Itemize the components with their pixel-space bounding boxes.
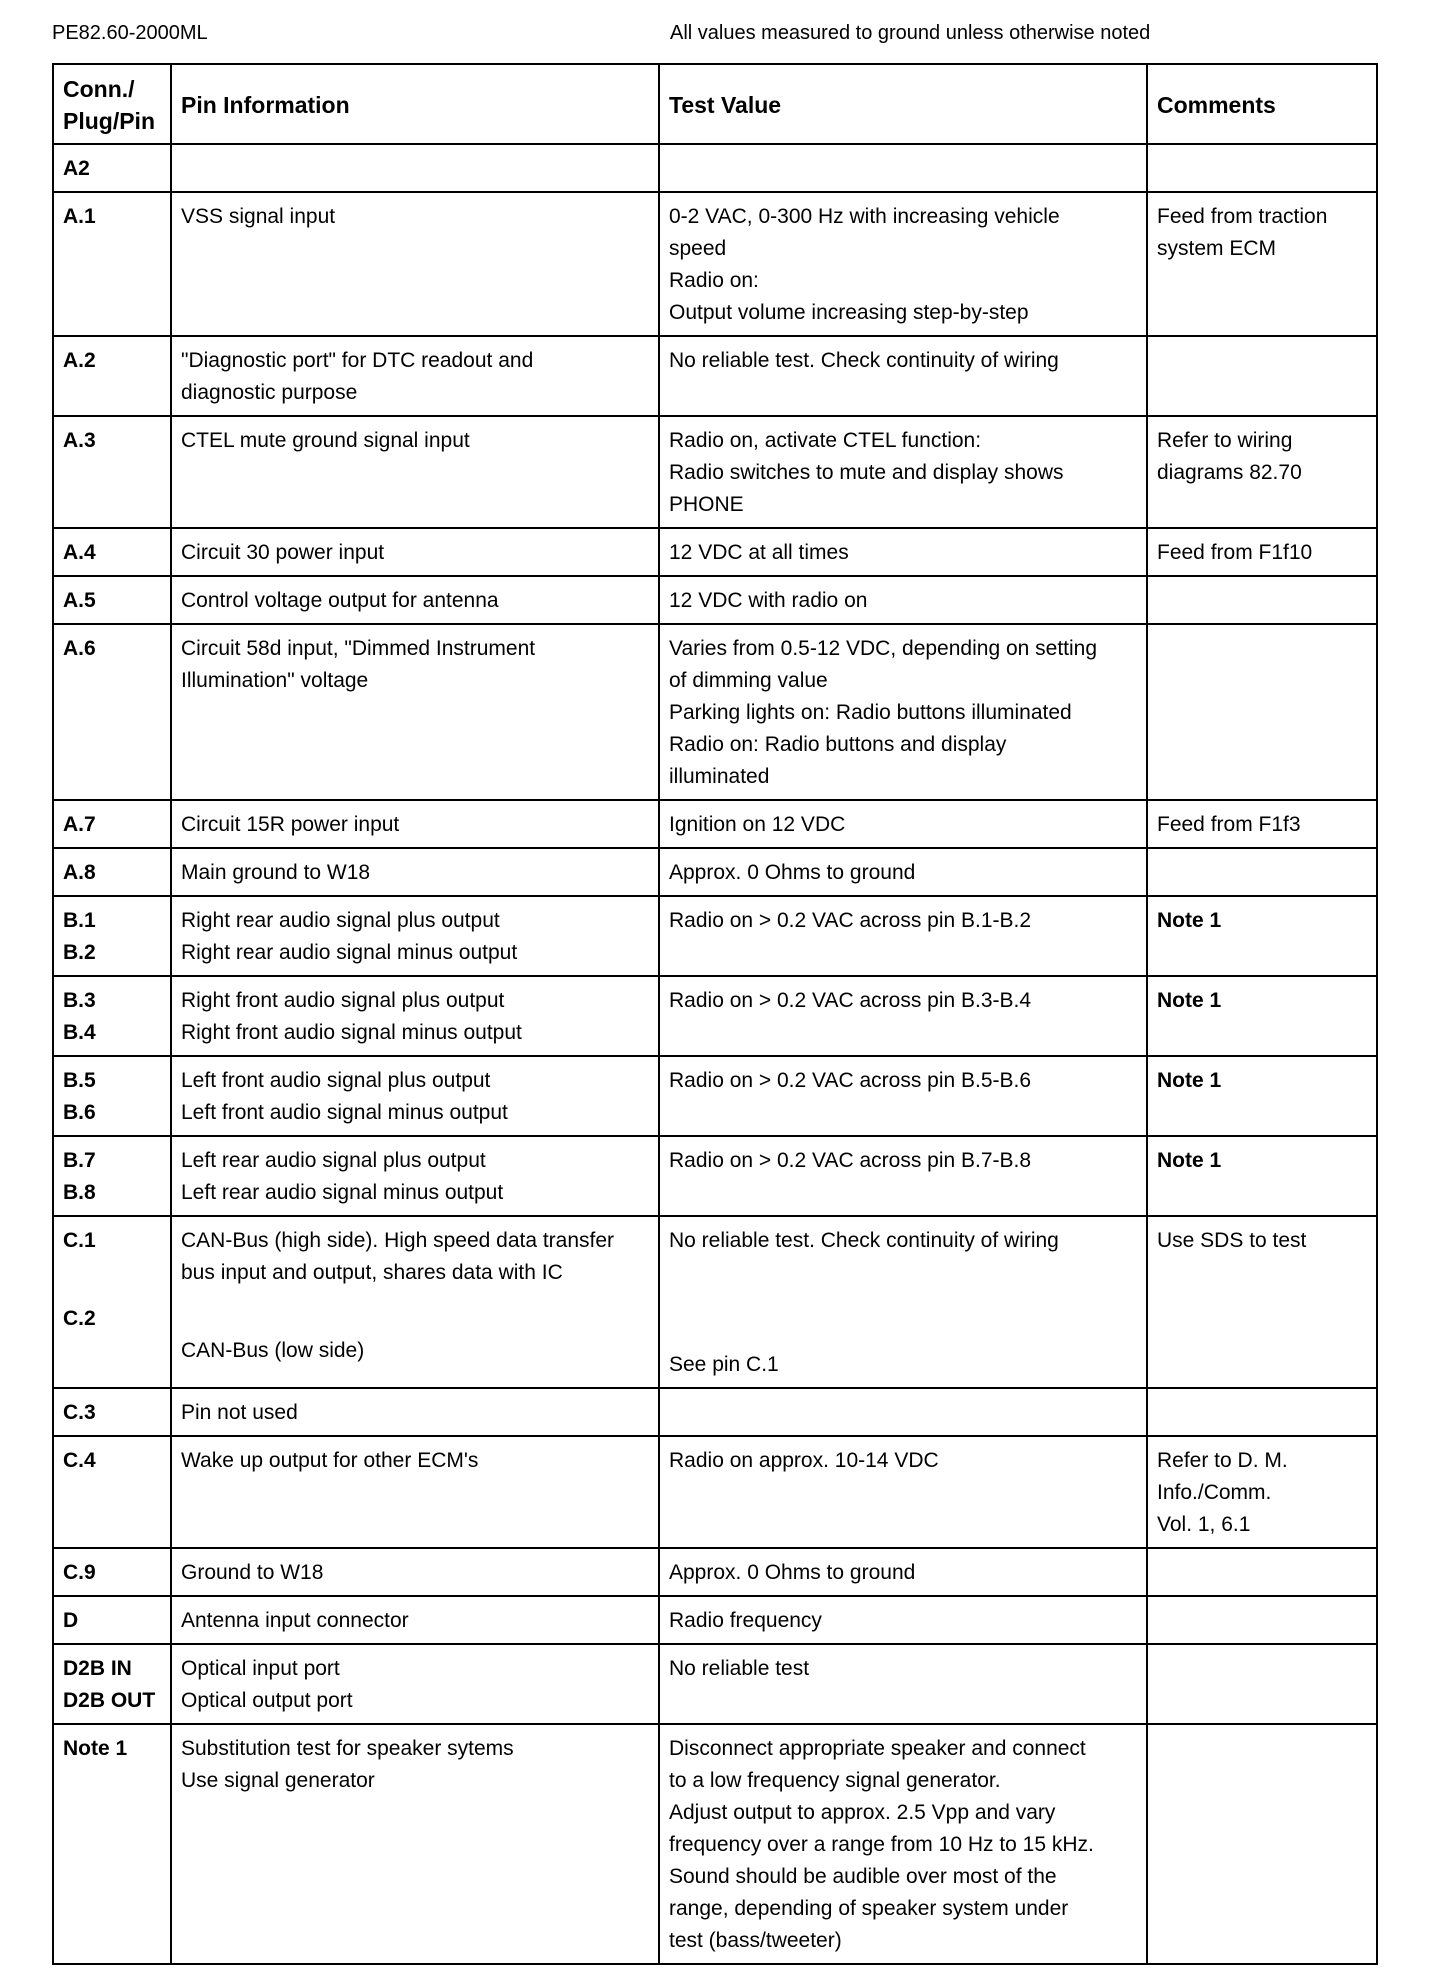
test-line: Approx. 0 Ohms to ground (669, 1561, 916, 1584)
test-cell (659, 144, 1147, 192)
pin-line: Circuit 58d input, "Dimmed Instrument (181, 637, 536, 660)
comments-cell (1147, 848, 1377, 896)
conn-line: B.2 (63, 941, 96, 964)
pin-line: Pin not used (181, 1401, 298, 1424)
test-line: Parking lights on: Radio buttons illuminated (669, 701, 1072, 724)
test-cell (659, 192, 1147, 336)
pin-line: Use signal generator (181, 1769, 375, 1792)
pin-cell (171, 192, 659, 336)
test-line: PHONE (669, 493, 744, 516)
table-body (53, 144, 1377, 1964)
conn-cell (53, 800, 171, 848)
pin-line: Circuit 30 power input (181, 541, 385, 564)
pin-line: Right rear audio signal minus output (181, 941, 518, 964)
comments-line: system ECM (1157, 237, 1277, 260)
table-row (53, 1388, 1377, 1436)
test-line: No reliable test (669, 1657, 810, 1680)
comments-line: Note 1 (1157, 989, 1222, 1012)
test-cell (659, 848, 1147, 896)
test-line: No reliable test. Check continuity of wiring (669, 349, 1059, 372)
conn-cell (53, 624, 171, 800)
conn-cell (53, 1056, 171, 1136)
conn-line: B.3 (63, 989, 96, 1012)
pin-cell (171, 1724, 659, 1964)
table-row (53, 976, 1377, 1056)
table-row (53, 416, 1377, 528)
pin-line (181, 1289, 649, 1335)
conn-line: A.6 (63, 637, 96, 660)
pin-cell (171, 1644, 659, 1724)
test-cell (659, 336, 1147, 416)
conn-cell (53, 1548, 171, 1596)
test-line: Varies from 0.5-12 VDC, depending on setting (669, 637, 1098, 660)
conn-cell (53, 1136, 171, 1216)
test-line: Radio on > 0.2 VAC across pin B.3-B.4 (669, 989, 1032, 1012)
comments-cell (1147, 1216, 1377, 1388)
conn-line: A.1 (63, 205, 96, 228)
table-row (53, 1724, 1377, 1964)
test-line: Radio on > 0.2 VAC across pin B.1-B.2 (669, 909, 1032, 932)
pin-line: CAN-Bus (low side) (181, 1339, 365, 1362)
test-line: Radio frequency (669, 1609, 822, 1632)
conn-line: C.2 (63, 1307, 96, 1330)
test-cell (659, 896, 1147, 976)
pin-cell (171, 800, 659, 848)
comments-line: Vol. 1, 6.1 (1157, 1513, 1251, 1536)
conn-line: A.8 (63, 861, 96, 884)
conn-line: Note 1 (63, 1737, 128, 1760)
pin-line: Right front audio signal minus output (181, 1021, 522, 1044)
conn-cell (53, 1596, 171, 1644)
table-row (53, 1136, 1377, 1216)
comments-cell (1147, 976, 1377, 1056)
conn-line: A.2 (63, 349, 96, 372)
conn-cell (53, 1388, 171, 1436)
conn-cell (53, 416, 171, 528)
pin-line: Circuit 15R power input (181, 813, 400, 836)
test-cell (659, 1548, 1147, 1596)
table-row (53, 144, 1377, 192)
comments-cell (1147, 1596, 1377, 1644)
conn-line: C.9 (63, 1561, 96, 1584)
pin-line: Left front audio signal minus output (181, 1101, 508, 1124)
conn-cell (53, 528, 171, 576)
test-line: Adjust output to approx. 2.5 Vpp and vary (669, 1801, 1056, 1824)
comments-cell (1147, 416, 1377, 528)
comments-cell (1147, 1548, 1377, 1596)
table-row (53, 1436, 1377, 1548)
conn-cell (53, 1724, 171, 1964)
comments-cell (1147, 1388, 1377, 1436)
col-header-conn-line: Plug/Pin (63, 108, 155, 134)
pin-line: diagnostic purpose (181, 381, 358, 404)
pin-cell (171, 624, 659, 800)
table-header-row (53, 64, 1377, 144)
comments-cell (1147, 1644, 1377, 1724)
conn-line: B.8 (63, 1181, 96, 1204)
test-cell (659, 416, 1147, 528)
conn-line: A.3 (63, 429, 96, 452)
table-row (53, 1548, 1377, 1596)
pin-line: Optical input port (181, 1657, 340, 1680)
document-id: PE82.60-2000ML (52, 22, 208, 44)
comments-cell (1147, 624, 1377, 800)
pin-line: Optical output port (181, 1689, 353, 1712)
col-header-conn (53, 64, 171, 144)
test-line: 12 VDC with radio on (669, 589, 868, 612)
table-row (53, 528, 1377, 576)
table-row (53, 192, 1377, 336)
comments-cell (1147, 1724, 1377, 1964)
conn-line: D (63, 1609, 79, 1632)
pin-cell (171, 976, 659, 1056)
conn-line: B.4 (63, 1021, 96, 1044)
test-cell (659, 1644, 1147, 1724)
test-line: speed (669, 237, 727, 260)
pin-cell (171, 1436, 659, 1548)
pin-line: Left rear audio signal plus output (181, 1149, 486, 1172)
pin-cell (171, 1216, 659, 1388)
comments-line: Info./Comm. (1157, 1481, 1272, 1504)
test-line: test (bass/tweeter) (669, 1929, 842, 1952)
pin-line: VSS signal input (181, 205, 336, 228)
pin-line: "Diagnostic port" for DTC readout and (181, 349, 534, 372)
table-row (53, 1056, 1377, 1136)
test-line: frequency over a range from 10 Hz to 15 kHz. (669, 1833, 1094, 1856)
col-header-test: Test Value (659, 64, 1147, 144)
pin-cell (171, 1136, 659, 1216)
test-cell (659, 528, 1147, 576)
comments-cell (1147, 896, 1377, 976)
test-line: Output volume increasing step-by-step (669, 301, 1029, 324)
pin-line: Ground to W18 (181, 1561, 324, 1584)
test-line: Approx. 0 Ohms to ground (669, 861, 916, 884)
pin-line: Antenna input connector (181, 1609, 409, 1632)
conn-cell (53, 144, 171, 192)
conn-line: B.1 (63, 909, 96, 932)
col-header-conn-line: Conn./ (63, 76, 135, 102)
comments-line: Note 1 (1157, 1069, 1222, 1092)
pin-line: CAN-Bus (high side). High speed data transfer (181, 1229, 615, 1252)
test-line: Radio on: (669, 269, 759, 292)
table-row (53, 1596, 1377, 1644)
pin-cell (171, 1596, 659, 1644)
comments-cell (1147, 1436, 1377, 1548)
table-row (53, 848, 1377, 896)
pin-line: Wake up output for other ECM's (181, 1449, 479, 1472)
test-cell (659, 1436, 1147, 1548)
table-row (53, 336, 1377, 416)
comments-cell (1147, 800, 1377, 848)
test-line: Radio on > 0.2 VAC across pin B.7-B.8 (669, 1149, 1032, 1172)
conn-cell (53, 192, 171, 336)
test-line (669, 1257, 1137, 1303)
pin-line: Left front audio signal plus output (181, 1069, 491, 1092)
comments-line: Note 1 (1157, 909, 1222, 932)
test-line: range, depending of speaker system under (669, 1897, 1069, 1920)
conn-cell (53, 1644, 171, 1724)
test-cell (659, 1724, 1147, 1964)
test-cell (659, 800, 1147, 848)
comments-line: Feed from F1f3 (1157, 813, 1301, 836)
table-row (53, 896, 1377, 976)
pin-line: Right front audio signal plus output (181, 989, 505, 1012)
test-cell (659, 1596, 1147, 1644)
test-cell (659, 976, 1147, 1056)
test-cell (659, 624, 1147, 800)
pin-line: bus input and output, shares data with IC (181, 1261, 563, 1284)
comments-line: Refer to wiring (1157, 429, 1293, 452)
test-cell (659, 1136, 1147, 1216)
measurement-note: All values measured to ground unless otherwise noted (670, 22, 1151, 44)
pin-cell (171, 144, 659, 192)
test-cell (659, 1216, 1147, 1388)
conn-line: B.6 (63, 1101, 96, 1124)
test-line: 12 VDC at all times (669, 541, 849, 564)
comments-line: Note 1 (1157, 1149, 1222, 1172)
test-line: Ignition on 12 VDC (669, 813, 846, 836)
pin-cell (171, 576, 659, 624)
test-line: See pin C.1 (669, 1353, 779, 1376)
pin-table (52, 63, 1378, 1965)
conn-line: D2B IN (63, 1657, 132, 1680)
test-line (669, 1303, 1137, 1349)
conn-cell (53, 848, 171, 896)
test-line: No reliable test. Check continuity of wiring (669, 1229, 1059, 1252)
test-line: Sound should be audible over most of the (669, 1865, 1057, 1888)
pin-cell (171, 896, 659, 976)
comments-cell (1147, 192, 1377, 336)
comments-cell (1147, 528, 1377, 576)
test-line: to a low frequency signal generator. (669, 1769, 1001, 1792)
conn-line: A.4 (63, 541, 96, 564)
conn-line: B.5 (63, 1069, 96, 1092)
test-line: Radio on > 0.2 VAC across pin B.5-B.6 (669, 1069, 1032, 1092)
comments-line: Refer to D. M. (1157, 1449, 1288, 1472)
pin-cell (171, 848, 659, 896)
comments-cell (1147, 336, 1377, 416)
table-row (53, 624, 1377, 800)
comments-cell (1147, 576, 1377, 624)
test-cell (659, 576, 1147, 624)
pin-line: Right rear audio signal plus output (181, 909, 500, 932)
test-line: 0-2 VAC, 0-300 Hz with increasing vehicle (669, 205, 1060, 228)
test-line: Radio on: Radio buttons and display (669, 733, 1007, 756)
test-line: of dimming value (669, 669, 828, 692)
test-line: Radio on, activate CTEL function: (669, 429, 982, 452)
pin-line: Control voltage output for antenna (181, 589, 499, 612)
test-line: Radio switches to mute and display shows (669, 461, 1064, 484)
conn-line: B.7 (63, 1149, 96, 1172)
table-row (53, 800, 1377, 848)
comments-cell (1147, 1056, 1377, 1136)
test-line: Radio on approx. 10-14 VDC (669, 1449, 939, 1472)
conn-cell (53, 896, 171, 976)
comments-cell (1147, 144, 1377, 192)
test-cell (659, 1388, 1147, 1436)
pin-line: Left rear audio signal minus output (181, 1181, 504, 1204)
comments-line: Feed from F1f10 (1157, 541, 1313, 564)
col-header-pin: Pin Information (171, 64, 659, 144)
conn-line: A.7 (63, 813, 96, 836)
pin-cell (171, 416, 659, 528)
comments-line: diagrams 82.70 (1157, 461, 1302, 484)
conn-line (63, 1257, 161, 1303)
pin-cell (171, 1388, 659, 1436)
pin-cell (171, 1056, 659, 1136)
pin-line: Main ground to W18 (181, 861, 371, 884)
conn-line: D2B OUT (63, 1689, 156, 1712)
conn-line: A2 (63, 157, 90, 180)
conn-cell (53, 1216, 171, 1388)
test-cell (659, 1056, 1147, 1136)
comments-cell (1147, 1136, 1377, 1216)
comments-line: Feed from traction (1157, 205, 1328, 228)
test-line: Disconnect appropriate speaker and connect (669, 1737, 1086, 1760)
table-row (53, 1644, 1377, 1724)
conn-line: C.3 (63, 1401, 96, 1424)
table-row (53, 576, 1377, 624)
pin-line: Substitution test for speaker sytems (181, 1737, 514, 1760)
col-header-comments: Comments (1147, 64, 1377, 144)
pin-cell (171, 1548, 659, 1596)
conn-cell (53, 1436, 171, 1548)
comments-line: Use SDS to test (1157, 1229, 1307, 1252)
conn-cell (53, 576, 171, 624)
conn-cell (53, 976, 171, 1056)
pin-line: Illumination" voltage (181, 669, 369, 692)
conn-line: A.5 (63, 589, 96, 612)
conn-line: C.4 (63, 1449, 96, 1472)
table-row (53, 1216, 1377, 1388)
pin-line: CTEL mute ground signal input (181, 429, 470, 452)
pin-cell (171, 336, 659, 416)
test-line: illuminated (669, 765, 770, 788)
pin-cell (171, 528, 659, 576)
conn-cell (53, 336, 171, 416)
conn-line: C.1 (63, 1229, 96, 1252)
